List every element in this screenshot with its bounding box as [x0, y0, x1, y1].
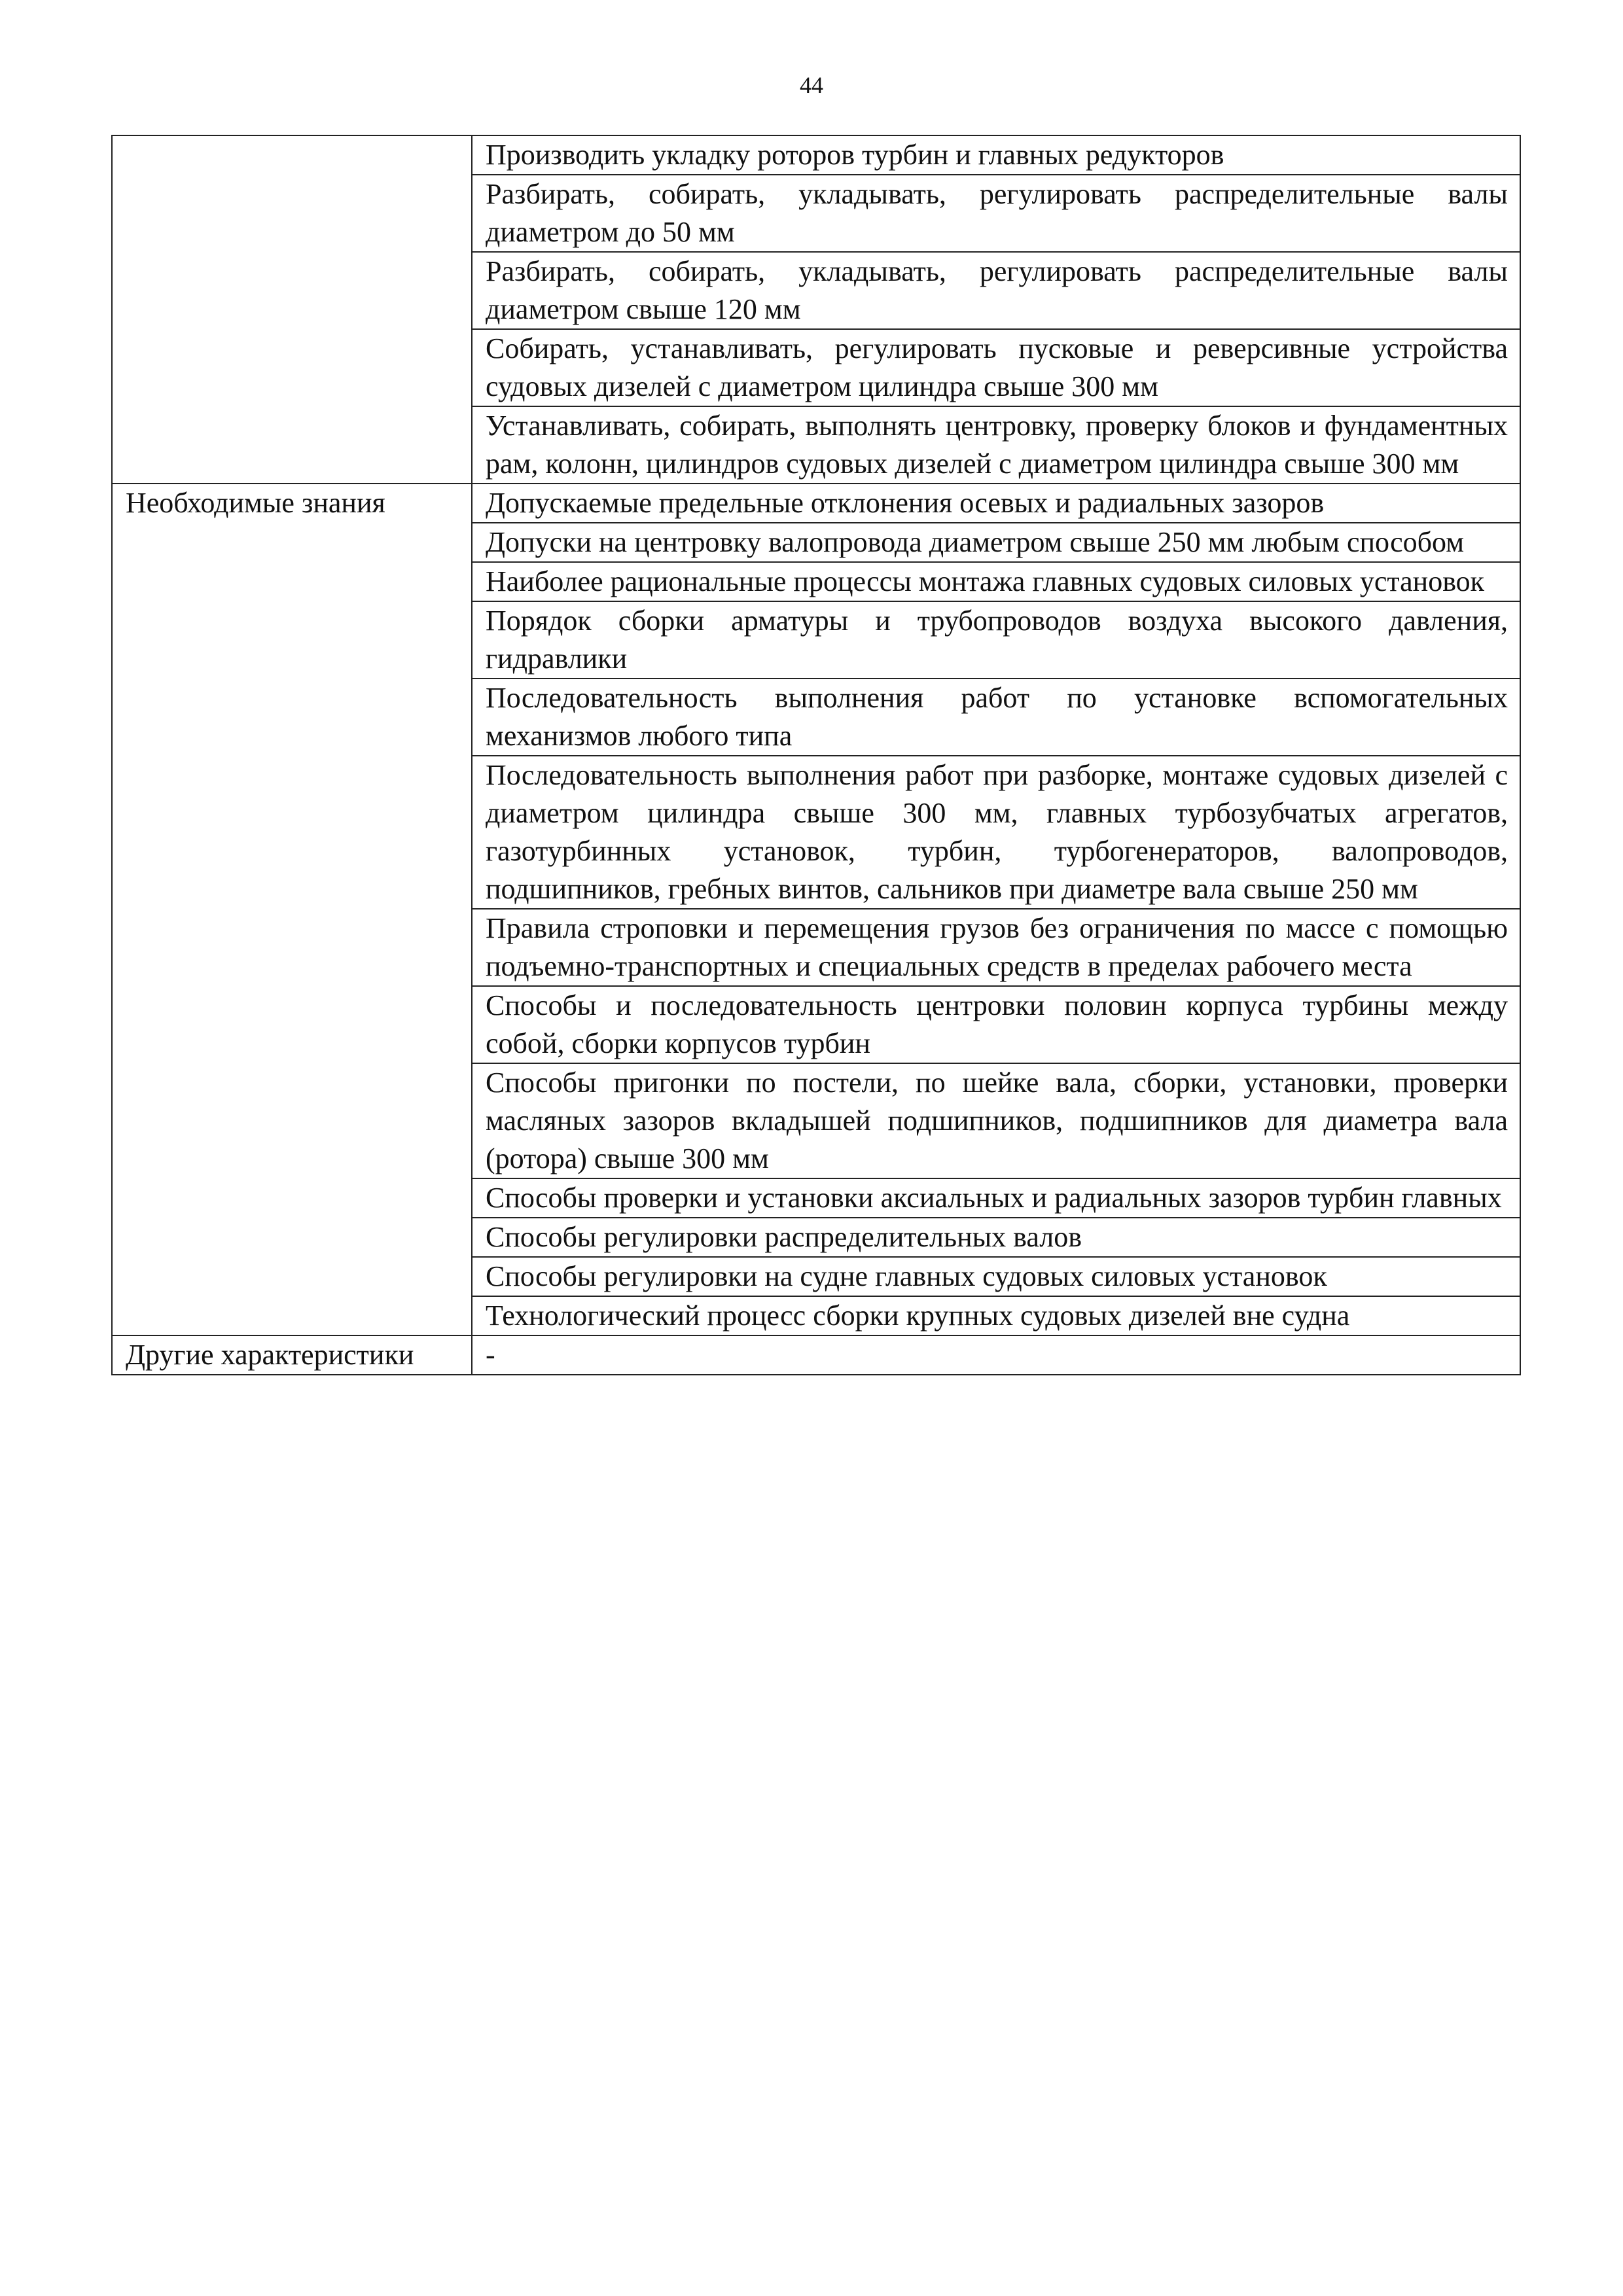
- section-label-other-characteristics: Другие характеристики: [112, 1335, 472, 1375]
- requirements-table-body: [112, 135, 1520, 1375]
- table-cell-item: Последовательность выполнения работ по установке вспомогательных механизмов любого типа: [472, 679, 1520, 756]
- table-cell-item: Допуски на центровку валопровода диаметром свыше 250 мм любым способом: [472, 523, 1520, 562]
- table-cell-item: Допускаемые предельные отклонения осевых и радиальных зазоров: [472, 484, 1520, 523]
- table-cell-item: Способы регулировки распределительных валов: [472, 1218, 1520, 1257]
- section-label: [112, 135, 472, 484]
- table-cell-item: Собирать, устанавливать, регулировать пусковые и реверсивные устройства судовых дизелей с диаметром цилиндра свыше 300 мм: [472, 329, 1520, 406]
- table-cell-item: Способы проверки и установки аксиальных и радиальных зазоров турбин главных: [472, 1178, 1520, 1218]
- table-cell-item: Способы пригонки по постели, по шейке вала, сборки, установки, проверки масляных зазоров вкладышей подшипников, подшипников для диаметра вала (ротора) свыше 300 мм: [472, 1063, 1520, 1178]
- table-cell-item: Правила строповки и перемещения грузов без ограничения по массе с помощью подъемно-транспортных и специальных средств в пределах рабочего места: [472, 909, 1520, 986]
- page-number: 44: [800, 72, 823, 98]
- table-cell-item: Последовательность выполнения работ при разборке, монтаже судовых дизелей с диаметром цилиндра свыше 300 мм, главных турбозубчатых агрегатов, газотурбинных установок, турбин, турбогенераторов, валопроводов, подшипников, гребных винтов, сальников при диаметре вала свыше 250 мм: [472, 756, 1520, 909]
- table-row: [112, 484, 1520, 523]
- table-row: [112, 135, 1520, 175]
- table-cell-item: Технологический процесс сборки крупных судовых дизелей вне судна: [472, 1296, 1520, 1335]
- section-label-required-knowledge: Необходимые знания: [112, 484, 472, 1335]
- table-cell-item: -: [472, 1335, 1520, 1375]
- table-cell-item: Разбирать, собирать, укладывать, регулировать распределительные валы диаметром свыше 120 мм: [472, 252, 1520, 329]
- table-cell-item: Порядок сборки арматуры и трубопроводов воздуха высокого давления, гидравлики: [472, 601, 1520, 679]
- table-cell-item: Устанавливать, собирать, выполнять центровку, проверку блоков и фундаментных рам, колонн, цилиндров судовых дизелей с диаметром цилиндра свыше 300 мм: [472, 406, 1520, 484]
- table-cell-item: Способы и последовательность центровки половин корпуса турбины между собой, сборки корпусов турбин: [472, 986, 1520, 1063]
- table-cell-item: Способы регулировки на судне главных судовых силовых установок: [472, 1257, 1520, 1296]
- table-cell-item: Производить укладку роторов турбин и главных редукторов: [472, 135, 1520, 175]
- table-cell-item: Разбирать, собирать, укладывать, регулировать распределительные валы диаметром до 50 мм: [472, 175, 1520, 252]
- requirements-table: [111, 135, 1521, 1375]
- table-row: [112, 1335, 1520, 1375]
- table-cell-item: Наиболее рациональные процессы монтажа главных судовых силовых установок: [472, 562, 1520, 601]
